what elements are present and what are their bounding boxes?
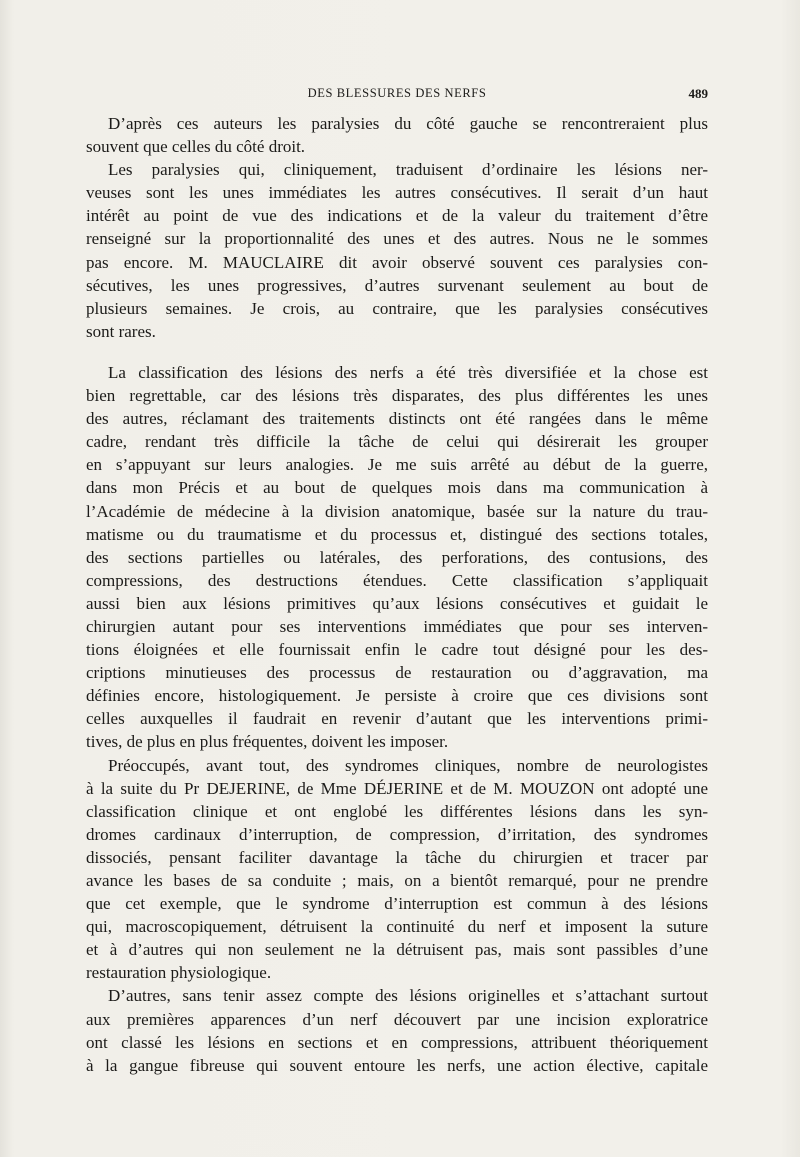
text-line: avance les bases de sa conduite ; mais, on a bientôt remarqué, pour ne prendre [86,871,708,890]
body-text [86,112,708,1077]
text-line: celles auxquelles il faudrait en revenir d’autant que les interventions primi- [86,709,708,729]
text-line: souvent que celles du côté droit. [86,137,306,157]
text-line: tives, de plus en plus fréquentes, doivent les imposer. [86,732,449,752]
text-line: compressions, des destructions étendues. Cette classification s’appliquait [86,570,708,590]
text-line: D’autres, sans tenir assez compte des lésions originelles et s’attachant surtout [108,986,708,1006]
text-line: sont rares. [86,321,156,341]
text-line: pas encore. M. MAUCLAIRE dit avoir observé souvent ces paralysies con- [86,252,708,272]
text-line: que cet exemple, que le syndrome d’interruption est commun à des lésions [86,894,708,914]
text-line: ont classé les lésions en sections et en compressions, attribuent théoriquement [86,1032,708,1052]
text-line: en s’appuyant sur leurs analogies. Je me suis arrêté au début de la guerre, [86,455,708,475]
text-line: dans mon Précis et au bout de quelques mois dans ma communication à [86,478,708,498]
text-line: renseigné sur la proportionnalité des unes et des autres. Nous ne le sommes [86,229,708,249]
text-line: D’après ces auteurs les paralysies du côté gauche se rencontreraient plus [108,114,708,133]
text-line: tions éloignées et elle fournissait enfin le cadre tout désigné pour les des- [86,640,708,660]
text-line: veuses sont les unes immédiates les autres consécutives. Il serait d’un haut [86,183,708,203]
text-line: classification clinique et ont englobé les différentes lésions dans les syn- [86,801,708,821]
text-line: matisme ou du traumatisme et du processus et, distingué des sections totales, [86,524,708,544]
text-line: et à d’autres qui non seulement ne la détruisent pas, mais sont passibles d’une [86,940,708,960]
text-line: des sections partielles ou latérales, des perforations, des contusions, des [86,547,708,567]
text-line: chirurgien autant pour ses interventions immédiates que pour ses interven- [86,616,708,636]
text-line: La classification des lésions des nerfs a été très diversifiée et la chose est [108,362,708,382]
page-number: 489 [688,86,708,101]
running-title: DES BLESSURES DES NERFS [307,86,487,100]
text-line: criptions minutieuses des processus de restauration ou d’aggravation, ma [86,663,708,683]
text-line: intérêt au point de vue des indications et de la valeur du traitement d’être [86,206,708,226]
text-line: définies encore, histologiquement. Je persiste à croire que ces divisions sont [86,686,708,706]
text-line: l’Académie de médecine à la division anatomique, basée sur la nature du trau- [86,501,708,521]
text-line: sécutives, les unes progressives, d’autres survenant seulement au bout de [86,275,708,295]
text-line: des autres, réclamant des traitements distincts ont été rangées dans le même [86,409,708,429]
text-line: Les paralysies qui, cliniquement, traduisent d’ordinaire les lésions ner- [108,160,708,180]
text-line: dromes cardinaux d’interruption, de compression, d’irritation, des syndromes [86,824,708,844]
text-line: cadre, rendant très difficile la tâche de celui qui désirerait les grouper [86,432,708,452]
text-line: aussi bien aux lésions primitives qu’aux lésions consécutives et guidait le [86,593,708,613]
text-line: Préoccupés, avant tout, des syndromes cliniques, nombre de neurologistes [108,755,708,775]
text-line: restauration physiologique. [86,963,272,983]
paragraph-gap [86,343,708,361]
text-line: dissociés, pensant faciliter davantage la tâche du chirurgien et tracer par [86,847,708,867]
text-line: à la gangue fibreuse qui souvent entoure les nerfs, une action élective, capitale [86,1055,708,1075]
text-line: plusieurs semaines. Je crois, au contraire, que les paralysies consécutives [86,298,708,318]
running-header [86,86,708,106]
text-line: aux premières apparences d’un nerf découvert par une incision exploratrice [86,1009,708,1029]
text-line: bien regrettable, car des lésions très disparates, des plus différentes les unes [86,386,708,406]
text-line: à la suite du Pr DEJERINE, de Mme DÉJERINE et de M. MOUZON ont adopté une [86,778,708,798]
text-line: qui, macroscopiquement, détruisent la continuité du nerf et imposent la suture [86,917,708,937]
